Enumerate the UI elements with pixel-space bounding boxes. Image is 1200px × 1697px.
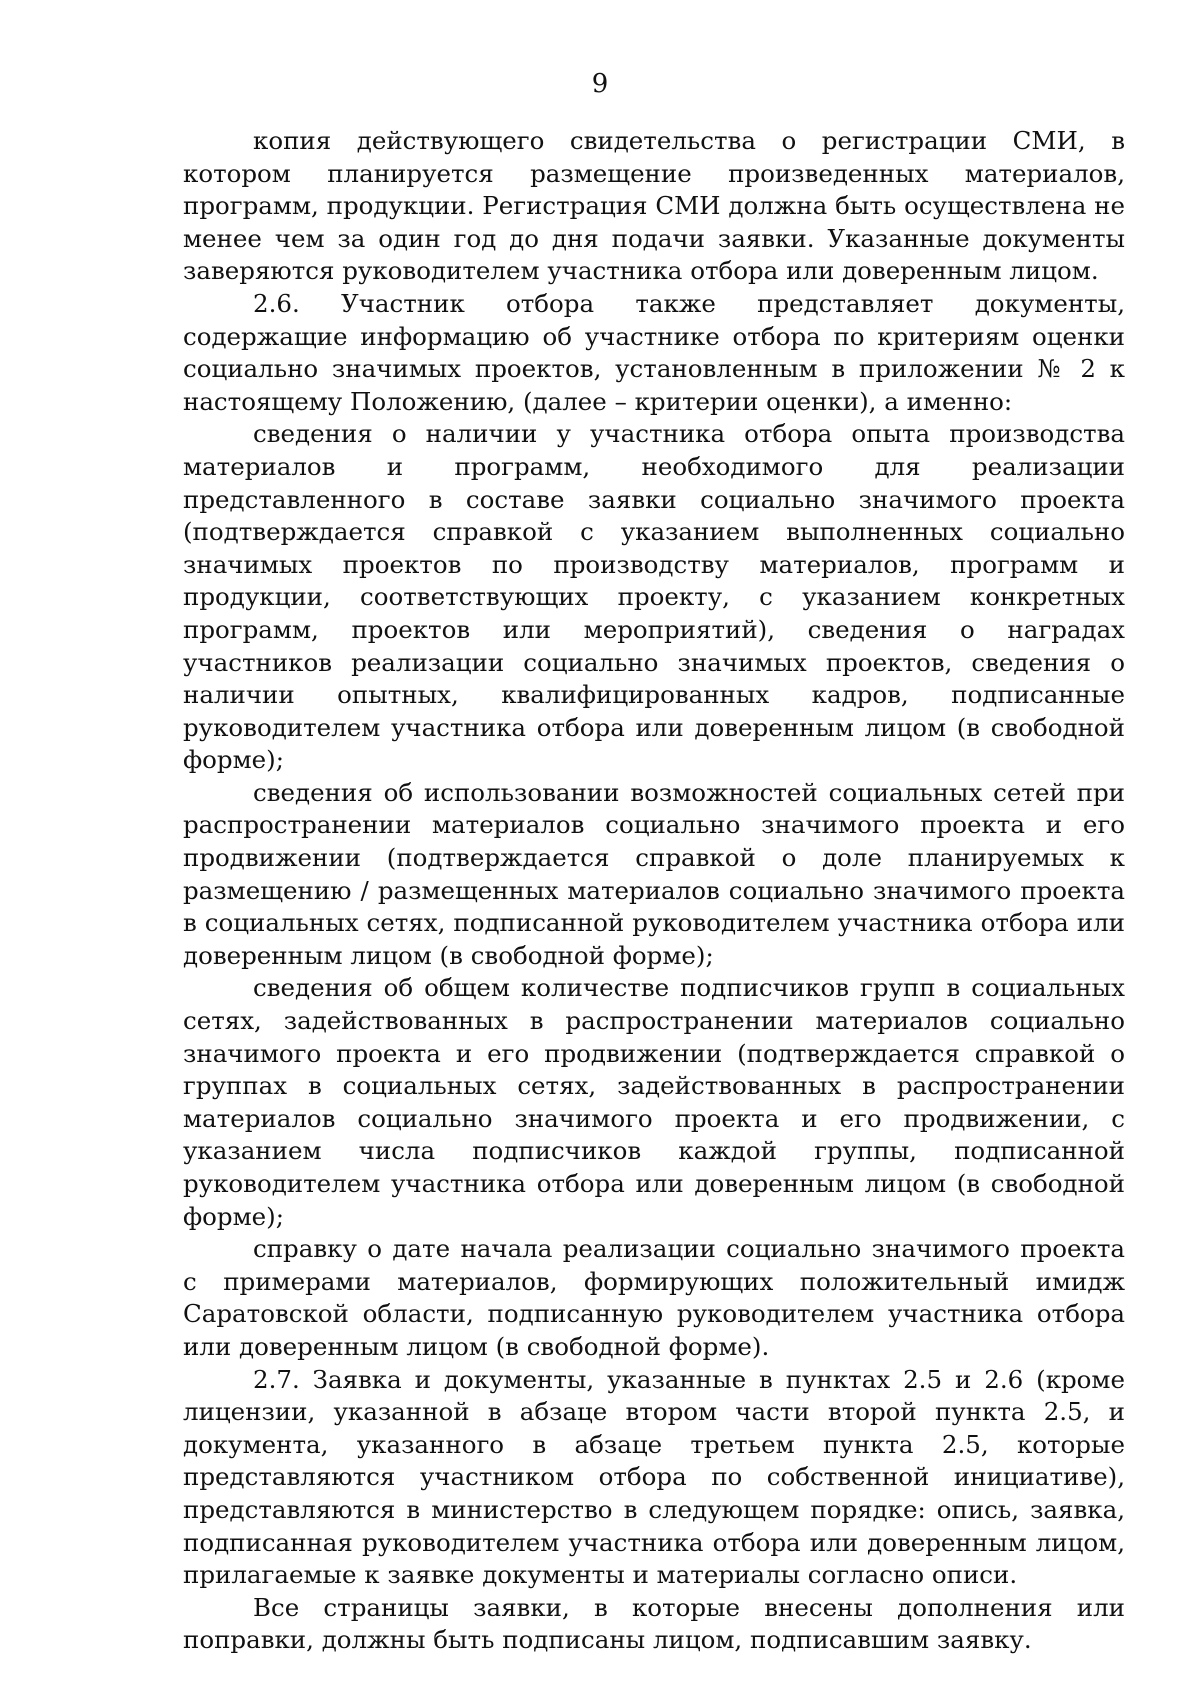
paragraph-section-2-7: 2.7. Заявка и документы, указанные в пунктах 2.5 и 2.6 (кроме лицензии, указанной в абзаце втором части второй пункта 2.5, и документа, указанного в абзаце третьем пункта 2.5, которые представляются участником отбора по собственной инициативе), представляются в министерство в следующем порядке: опись, заявка, подписанная руководителем участника отбора или доверенным лицом, прилагаемые к заявке документы и материалы согласно описи.	[183, 1364, 1125, 1590]
paragraph-signed-pages: Все страницы заявки, в которые внесены дополнения или поправки, должны быть подписаны лицом, подписавшим заявку.	[183, 1592, 1125, 1655]
paragraph-section-2-6: 2.6. Участник отбора также представляет документы, содержащие информацию об участнике отбора по критериям оценки социально значимых проектов, установленным в приложении № 2 к настоящему Положению, (далее – критерии оценки), а именно:	[183, 288, 1125, 416]
paragraph-project-start-date: справку о дате начала реализации социально значимого проекта с примерами материалов, формирующих положительный имидж Саратовской области, подписанную руководителем участника отбора или доверенным лицом (в свободной форме).	[183, 1234, 1125, 1361]
document-body	[183, 125, 1125, 1657]
paragraph-subscribers-count: сведения об общем количестве подписчиков групп в социальных сетях, задействованных в распространении материалов социально значимого проекта и его продвижении (подтверждается справкой о группах в социальных сетях, задействованных в распространении материалов социально значимого проекта и его продвижении, с указанием числа подписчиков каждой группы, подписанной руководителем участника отбора или доверенным лицом (в свободной форме);	[183, 973, 1125, 1231]
page-number: 9	[591, 69, 609, 99]
paragraph-social-networks-usage: сведения об использовании возможностей социальных сетей при распространении материалов социально значимого проекта и его продвижении (подтверждается справкой о доле планируемых к размещению / размещенных материалов социально значимого проекта в социальных сетях, подписанной руководителем участника отбора или доверенным лицом (в свободной форме);	[183, 777, 1125, 970]
paragraph-smi-certificate: копия действующего свидетельства о регистрации СМИ, в котором планируется размещение произведенных материалов, программ, продукции. Регистрация СМИ должна быть осуществлена не менее чем за один год до дня подачи заявки. Указанные документы заверяются руководителем участника отбора или доверенным лицом.	[183, 126, 1125, 286]
paragraph-experience-info: сведения о наличии у участника отбора опыта производства материалов и программ, необходимого для реализации представленного в составе заявки социально значимого проекта (подтверждается справкой с указанием выполненных социально значимых проектов по производству материалов, программ и продукции, соответствующих проекту, с указанием конкретных программ, проектов или мероприятий), сведения о наградах участников реализации социально значимых проектов, сведения о наличии опытных, квалифицированных кадров, подписанные руководителем участника отбора или доверенным лицом (в свободной форме);	[183, 419, 1125, 775]
